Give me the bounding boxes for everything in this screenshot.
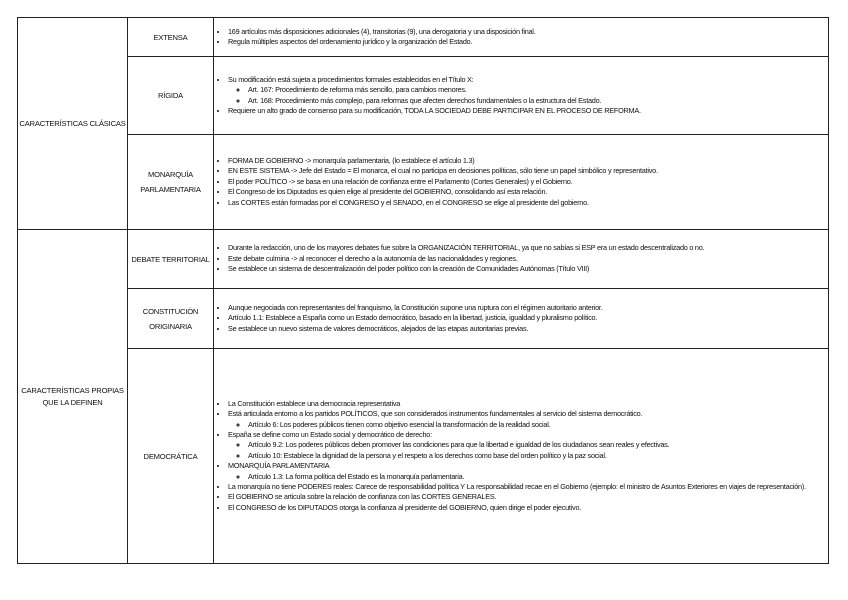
list-item: • Regula múltiples aspectos del ordenamiento jurídico y la organización del Estado. <box>228 37 828 47</box>
list-item: • Requiere un alto grado de consenso para su modificación, TODA LA SOCIEDAD DEBE PARTICIPAR EN EL PROCESO DE REFORMA. <box>228 106 828 116</box>
list-item: • El CONGRESO de los DIPUTADOS otorga la confianza al presidente del GOBIERNO, quien dirige el poder ejecutivo. <box>228 503 828 513</box>
row-label-rigida: RÍGIDA <box>128 57 214 135</box>
bullet-list <box>214 399 828 513</box>
table-body <box>18 18 829 564</box>
list-item-text: Está articulada entorno a los partidos POLÍTICOS, que son considerados instrumentos fundamentales al servicio del sistema democrático. <box>228 409 643 419</box>
list-item-text: Su modificación está sujeta a procedimientos formales establecidos en el Título X: <box>228 74 474 84</box>
list-item: • El poder POLÍTICO -> se basa en una relación de confianza entre el Parlamento (Cortes Generales) y el Gobierno. <box>228 177 828 187</box>
bullet-list <box>214 303 828 334</box>
group-cell-clasicas: CARACTERÍSTICAS CLÁSICAS <box>18 18 128 230</box>
group-cell-propias: CARACTERÍSTICAS PROPIAS QUE LA DEFINEN <box>18 230 128 564</box>
table-row <box>18 289 829 349</box>
list-item: • Se establece un nuevo sistema de valores democráticos, alejados de las etapas autoritarias previas. <box>228 324 828 334</box>
list-item-text: MONARQUÍA PARLAMENTARIA <box>228 461 330 471</box>
list-item <box>228 409 828 430</box>
row-label-democratica: DEMOCRÁTICA <box>128 349 214 564</box>
row-content-extensa <box>214 18 829 57</box>
list-item: • El GOBIERNO se articula sobre la relación de confianza con las CORTES GENERALES. <box>228 492 828 502</box>
sub-list-item: ◦ Artículo 1.3: La forma política del Estado es la monarquía parlamentaria. <box>248 472 828 482</box>
row-label-debate: DEBATE TERRITORIAL <box>128 230 214 289</box>
row-content-rigida <box>214 57 829 135</box>
bullet-list <box>214 156 828 208</box>
list-item: • Aunque negociada con representantes del franquismo, la Constitución supone una ruptura con el régimen autoritario anterior. <box>228 303 828 313</box>
list-item: • La monarquía no tiene PODERES reales: Carece de responsabilidad política Y La responsabilidad recae en el Gobierno (ejemplo: el ministro de Asuntos Exteriores en viajes de representación). <box>228 482 828 492</box>
row-content-monarquia <box>214 135 829 230</box>
list-item-text: España se define como un Estado social y democrático de derecho: <box>228 429 432 439</box>
list-item: • 169 artículos más disposiciones adicionales (4), transitorias (9), una derogatoria y una disposición final. <box>228 27 828 37</box>
list-item <box>228 461 828 482</box>
table-row <box>18 230 829 289</box>
list-item: • Durante la redacción, uno de los mayores debates fue sobre la ORGANIZACIÓN TERRITORIAL, ya que no sabías si ESP era un estado descentralizado o no. <box>228 243 828 253</box>
table-row <box>18 135 829 230</box>
list-item <box>228 75 828 106</box>
bullet-list <box>214 75 828 117</box>
list-item: • FORMA DE GOBIERNO -> monarquía parlamentaria, (lo establece el artículo 1.3) <box>228 156 828 166</box>
row-label-extensa: EXTENSA <box>128 18 214 57</box>
row-label-originaria: CONSTITUCIÓN ORIGINARIA <box>128 289 214 349</box>
list-item: • Se establece un sistema de descentralización del poder político con la creación de Comunidades Autónomas (Título VIII) <box>228 264 828 274</box>
row-content-debate <box>214 230 829 289</box>
list-item: • Las CORTES están formadas por el CONGRESO y el SENADO, en el CONGRESO se elige al presidente del gobierno. <box>228 198 828 208</box>
sub-list <box>228 472 828 482</box>
list-item: • Artículo 1.1: Establece a España como un Estado democrático, basado en la libertad, justicia, igualdad y pluralismo político. <box>228 313 828 323</box>
sub-list-item: ◦ Artículo 6: Los poderes públicos tienen como objetivo esencial la transformación de la realidad social. <box>248 420 828 430</box>
bullet-list <box>214 27 828 48</box>
sub-list <box>228 85 828 106</box>
row-label-monarquia: MONARQUÍA PARLAMENTARIA <box>128 135 214 230</box>
list-item: • EN ESTE SISTEMA -> Jefe del Estado = El monarca, el cual no participa en decisiones políticas, sólo tiene un papel simbólico y representativo. <box>228 166 828 176</box>
list-item: • El Congreso de los Diputados es quien elige al presidente del GOBIERNO, consolidando así esta relación. <box>228 187 828 197</box>
sub-list-item: ◦ Art. 167: Procedimiento de reforma más sencillo, para cambios menores. <box>248 85 828 95</box>
table-row <box>18 349 829 564</box>
table-row <box>18 57 829 135</box>
list-item <box>228 430 828 461</box>
row-content-democratica <box>214 349 829 564</box>
sub-list <box>228 420 828 430</box>
summary-table <box>17 17 829 564</box>
sub-list <box>228 440 828 461</box>
list-item: • Este debate culmina -> al reconocer el derecho a la autonomía de las nacionalidades y regiones. <box>228 254 828 264</box>
bullet-list <box>214 243 828 274</box>
table-row <box>18 18 829 57</box>
sub-list-item: ◦ Artículo 10: Establece la dignidad de la persona y el respeto a los derechos como base del orden político y la paz social. <box>248 451 828 461</box>
row-content-originaria <box>214 289 829 349</box>
sub-list-item: ◦ Artículo 9.2: Los poderes públicos deben promover las condiciones para que la libertad e igualdad de los ciudadanos sean reales y efectivas. <box>248 440 828 450</box>
sub-list-item: ◦ Art. 168: Procedimiento más complejo, para reformas que afecten derechos fundamentales o la estructura del Estado. <box>248 96 828 106</box>
list-item: • La Constitución establece una democracia representativa <box>228 399 828 409</box>
